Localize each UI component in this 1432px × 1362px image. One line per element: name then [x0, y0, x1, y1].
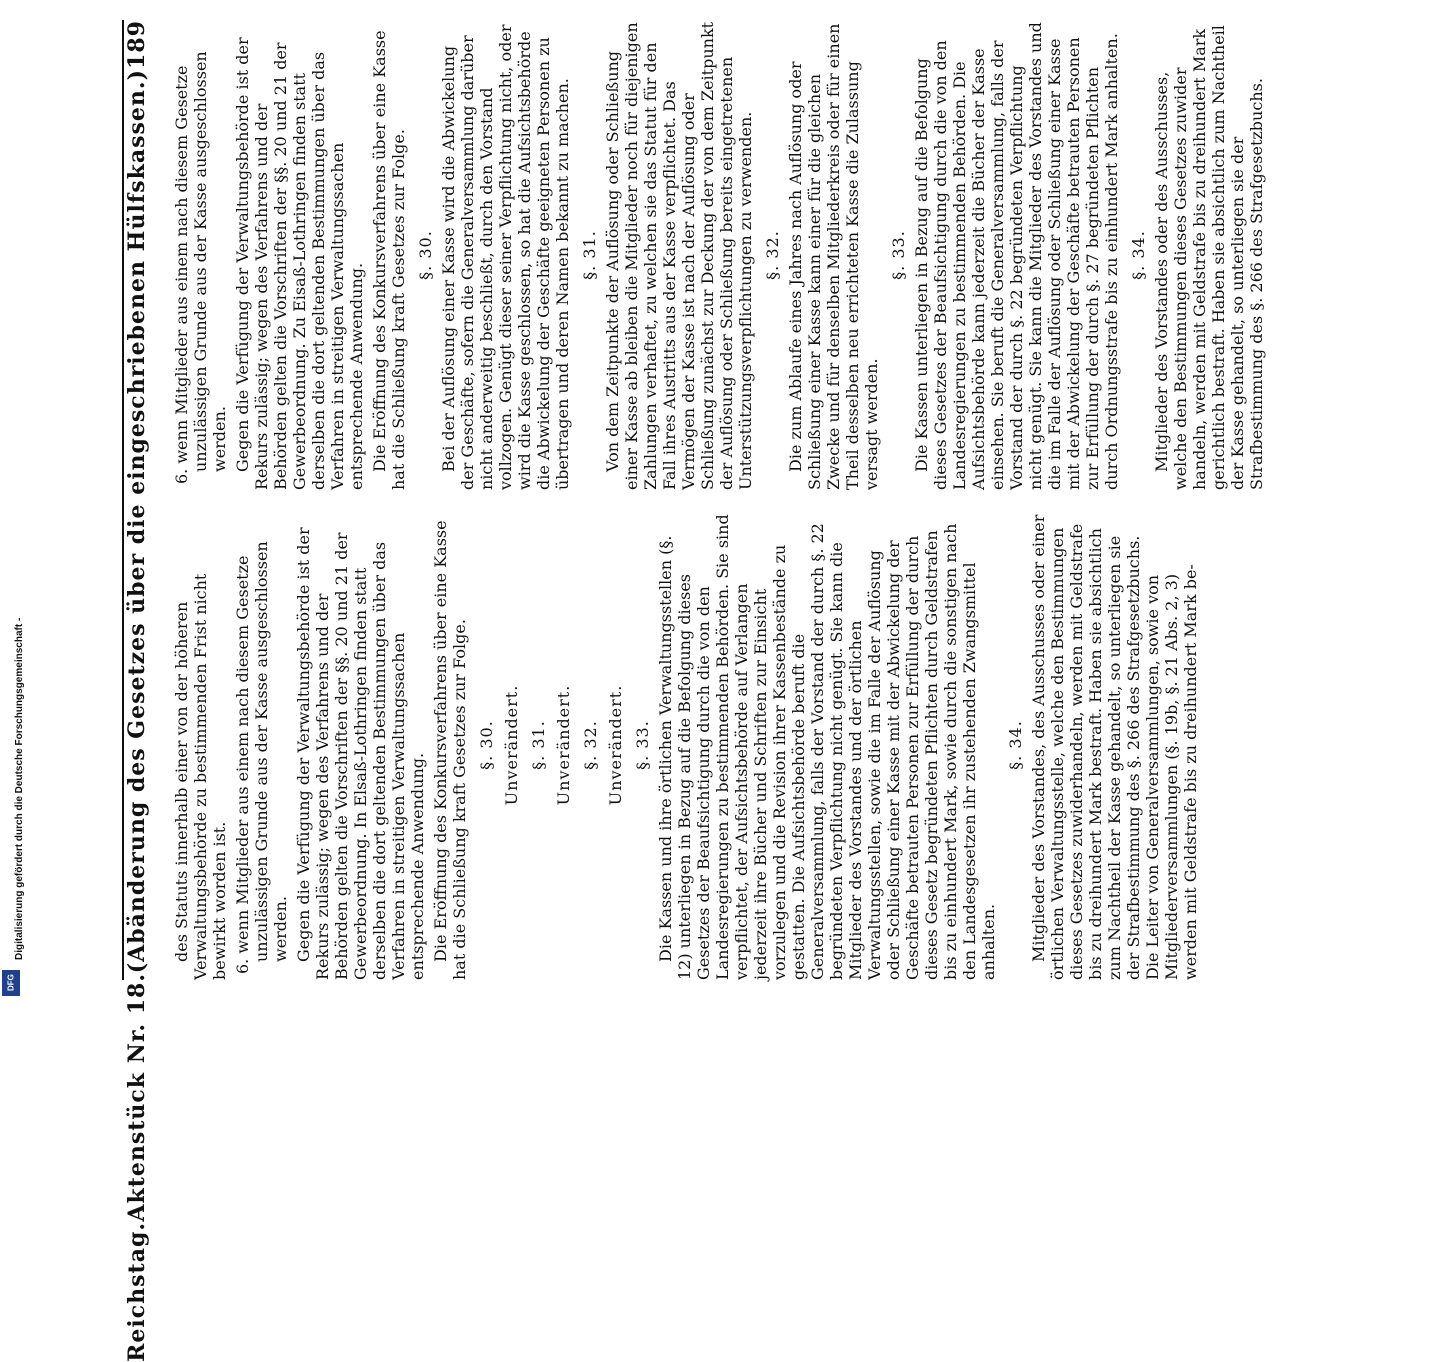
header-subject: (Abänderung des Gesetzes über die eingeschriebenen Hülfskassen.)	[124, 68, 150, 974]
left-item-6: 6. wenn Mitglieder aus einem nach diesem Gesetze unzulässigen Grunde aus der Kasse ausgeschlossen werden.	[172, 51, 229, 484]
left-section-33-title: §. 33.	[889, 230, 908, 280]
right-paragraph-appeal: Gegen die Verfügung der Verwaltungsbehörde ist der Rekurs zulässig; wegen des Verfahrens und der Behörden gelten die Vorschriften der §§. 20 und 21 der Gewerbeordnung. In Elsaß-Lothringen finden statt derselben die dort geltenden Bestimmungen über das Verfahren in streitigen Verwaltungssachen entsprechende Anwendung.	[294, 527, 427, 980]
credit-text: Digitalisierung gefördert durch die Deutsche Forschungsgemeinschaft -	[14, 617, 25, 960]
left-paragraph-bankruptcy: Die Eröffnung des Konkursverfahrens über eine Kasse hat die Schließung kraft Gesetzes zur Folge.	[370, 30, 408, 490]
left-section-31-text: Von dem Zeitpunkte der Auflösung oder Schließung einer Kasse ab bleiben die Mitglieder noch für diejenigen Zahlungen verhaftet, zu welchen sie das Statut für den Fall ihres Austritts aus der Kasse verpflichtet. Das Vermögen der Kasse ist nach der Auflösung oder Schließung zunächst zur Deckung der von dem Zeitpunkt der Auflösung oder Schließung bereits eingetretenen Unterstützungsverpflichtungen zu verwenden.	[603, 21, 755, 490]
header-document-number: Aktenstück Nr. 18.	[124, 973, 150, 1222]
right-section-32-title: §. 32.	[581, 720, 600, 770]
right-column	[172, 510, 1392, 980]
left-column	[172, 20, 1392, 490]
right-section-30-unchanged: Unverändert.	[502, 684, 521, 806]
right-section-34-title: §. 34.	[1006, 720, 1025, 770]
right-paragraph-bankruptcy: Die Eröffnung des Konkursverfahrens über eine Kasse hat die Schließung kraft Gesetzes zur Folge.	[431, 520, 469, 980]
right-section-31-title: §. 31.	[529, 720, 548, 770]
header-page-number: 189	[124, 20, 150, 69]
left-section-30-text: Bei der Auflösung einer Kasse wird die Abwickelung der Geschäfte, sofern die Generalversammlung darüber nicht anderweitig beschließt, durch den Vorstand vollzogen. Genügt dieser seiner Verpflichtung nicht, oder wird die Kasse geschlossen, so hat die Aufsichtsbehörde die Abwickelung der Geschäfte geeigneten Personen zu übertragen und deren Namen bekannt zu machen.	[439, 24, 572, 490]
right-section-33-text: Die Kassen und ihre örtlichen Verwaltungsstellen (§. 12) unterliegen in Bezug auf die Befolgung dieses Gesetzes der Beaufsichtigung durch die von den Landesregierungen zu bestimmenden Behörden. Sie sind verpflichtet, der Aufsichtsbehörde auf Verlangen jederzeit ihre Bücher und Schriften zur Einsicht vorzulegen und die Revision ihrer Kassenbestände zu gestatten. Die Aufsichtsbehörde beruft die Generalversammlung, falls der Vorstand der durch §. 22 begründeten Verpflichtung nicht genügt. Sie kann die Mitglieder des Vorstandes und der örtlichen Verwaltungsstellen, sowie die im Falle der Auflösung oder Schließung einer Kasse mit der Abwickelung der Geschäfte betrauten Personen zur Erfüllung der durch dieses Gesetz begründeten Pflichten durch Geldstrafen bis zu einhundert Mark, sowie durch die sonstigen nach den Landesgesetzen ihr zustehenden Zwangsmittel anhalten.	[656, 514, 998, 980]
left-section-32-title: §. 32.	[763, 230, 782, 280]
left-paragraph-appeal: Gegen die Verfügung der Verwaltungsbehörde ist der Rekurs zulässig; wegen des Verfahrens und der Behörden gelten die Vorschriften der §§. 20 und 21 der Gewerbeordnung. Zu Eisaß-Lothringen finden statt derselben die dort geltenden Bestimmungen über das Verfahren in streitigen Verwaltungssachen entsprechende Anwendung.	[233, 37, 366, 490]
digitization-credit	[0, 0, 25, 1000]
header-reichstag: Reichstag.	[124, 1221, 150, 1362]
right-section-30-title: §. 30.	[477, 720, 496, 770]
right-item-6: 6. wenn Mitglieder aus einem nach diesem Gesetze unzulässigen Grunde aus der Kasse ausgeschlossen werden.	[233, 541, 290, 974]
running-header	[122, 20, 164, 1362]
right-section-34-text: Mitglieder des Vorstandes, des Ausschusses oder einer örtlichen Verwaltungsstelle, welche den Bestimmungen dieses Gesetzes zuwiderhandeln, werden mit Geldstrafe bis zu dreihundert Mark bestraft. Haben sie absichtlich zum Nachtheil der Kasse gehandelt, so unterliegen sie der Strafbestimmung des §. 266 des Strafgesetzbuchs. Die Leiter von Generalversammlungen, sowie von Mitgliederversammlungen (§. 19b, §. 21 Abs. 2, 3) werden mit Geldstrafe bis zu dreihundert Mark be-	[1029, 514, 1200, 980]
right-section-33-title: §. 33.	[633, 720, 652, 770]
left-section-32-text: Die zum Ablaufe eines Jahres nach Auflösung oder Schließung einer Kasse kann einer für die gleichen Zwecke und für denselben Mitgliederkreis oder für einen Theil desselben neu errichteten Kasse die Zulassung versagt werden.	[786, 23, 881, 490]
left-section-33-text: Die Kassen unterliegen in Bezug auf die Befolgung dieses Gesetzes der Beaufsichtigung durch die von den Landesregierungen zu bestimmenden Behörden. Die Aufsichtsbehörde kann jederzeit die Bücher der Kasse einsehen. Sie beruft die Generalversammlung, falls der Vorstand der durch §. 22 begründeten Verpflichtung nicht genügt. Sie kann die Mitglieder des Vorstandes und die im Falle der Auflösung oder Schließung einer Kasse mit der Abwickelung der Geschäfte betrauten Personen zur Erfüllung der durch §. 27 begründeten Pflichten durch Ordnungsstrafe bis zu einhundert Mark anhalten.	[912, 22, 1121, 490]
dfg-logo: DFG	[2, 970, 20, 996]
left-section-31-title: §. 31.	[580, 230, 599, 280]
left-section-30-title: §. 30.	[416, 230, 435, 280]
right-section-32-unchanged: Unverändert.	[606, 684, 625, 806]
right-section-31-unchanged: Unverändert.	[554, 684, 573, 806]
left-section-34-text: Mitglieder des Vorstandes oder des Ausschusses, welche den Bestimmungen dieses Gesetzes zuwider handeln, werden mit Geldstrafe bis zu dreihundert Mark gerichtlich bestraft. Haben sie absichtlich zum Nachtheil der Kasse gehandelt, so unterliegen sie der Strafbestimmung des §. 266 des Strafgesetzbuchs.	[1152, 25, 1266, 490]
right-intro: des Statuts innerhalb einer von der höheren Verwaltungsbehörde zu bestimmenden Frist nicht bewirkt worden ist.	[172, 573, 229, 980]
left-section-34-title: §. 34.	[1129, 230, 1148, 280]
